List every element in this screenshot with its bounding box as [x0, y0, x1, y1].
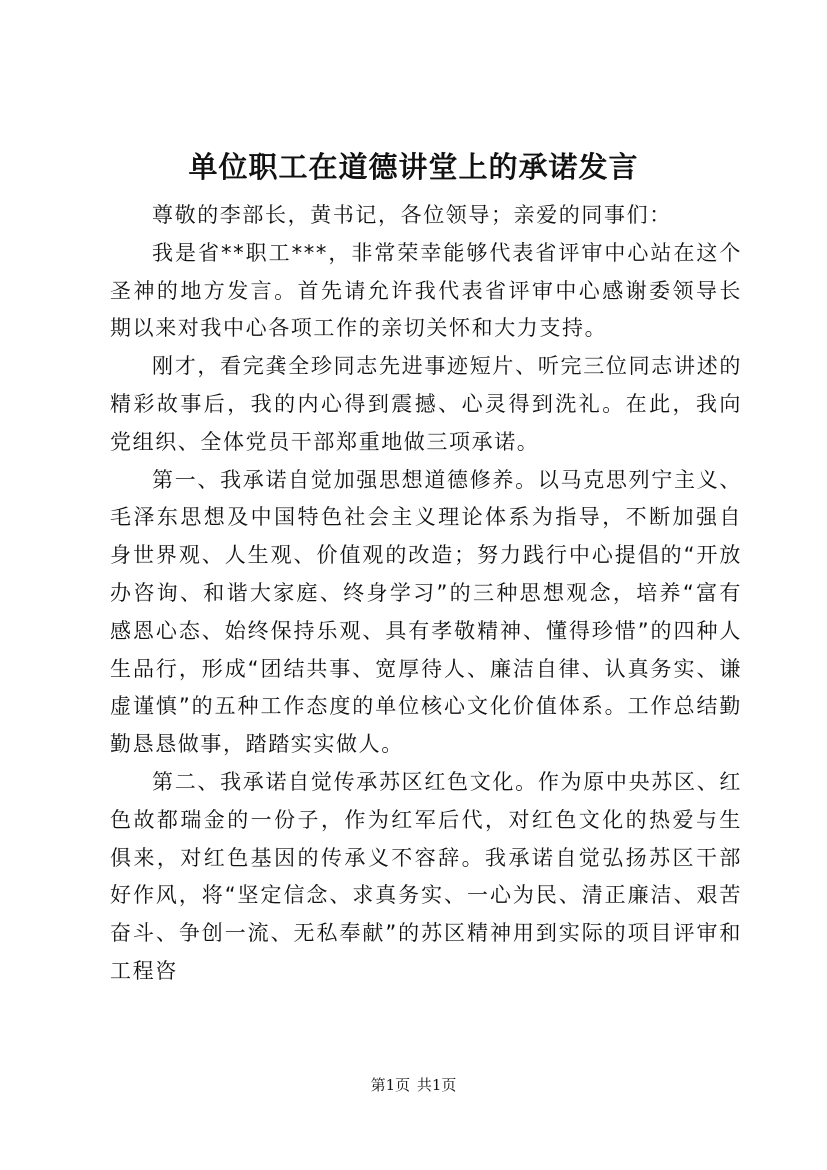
promise-two-paragraph: 第二、我承诺自觉传承苏区红色文化。作为原中央苏区、红色故都瑞金的一份子，作为红军后代，对红色文化的热爱与生俱来，对红色基因的传承义不容辞。我承诺自觉弘扬苏区干部好作风，将“坚定信念、求真务实、一心为民、清正廉洁、艰苦奋斗、争创一流、无私奉献”的苏区精神用到实际的项目评审和工程咨	[110, 769, 742, 983]
intro-paragraph: 我是省**职工***，非常荣幸能够代表省评审中心站在这个圣神的地方发言。首先请允许我代表省评审中心感谢委领导长期以来对我中心各项工作的亲切关怀和大力支持。	[110, 240, 742, 341]
document-title: 单位职工在道德讲堂上的承诺发言	[188, 150, 639, 184]
context-paragraph: 刚才，看完龚全珍同志先进事迹短片、听完三位同志讲述的精彩故事后，我的内心得到震撼、心灵得到洗礼。在此，我向党组织、全体党员干部郑重地做三项承诺。	[110, 354, 742, 454]
promise-one-paragraph: 第一、我承诺自觉加强思想道德修养。以马克思列宁主义、毛泽东思想及中国特色社会主义理论体系为指导，不断加强自身世界观、人生观、价值观的改造；努力践行中心提倡的“开放办咨询、和谐大家庭、终身学习”的三种思想观念，培养“富有感恩心态、始终保持乐观、具有孝敬精神、懂得珍惜”的四种人生品行，形成“团结共事、宽厚待人、廉洁自律、认真务实、谦虚谨慎”的五种工作态度的单位核心文化价值体系。工作总结勤勤恳恳做事，踏踏实实做人。	[110, 467, 742, 757]
document-body	[110, 197, 742, 991]
page-footer: 第1页 共1页	[370, 1076, 457, 1094]
salutation-paragraph: 尊敬的李部长，黄书记，各位领导；亲爱的同事们：	[152, 203, 672, 227]
